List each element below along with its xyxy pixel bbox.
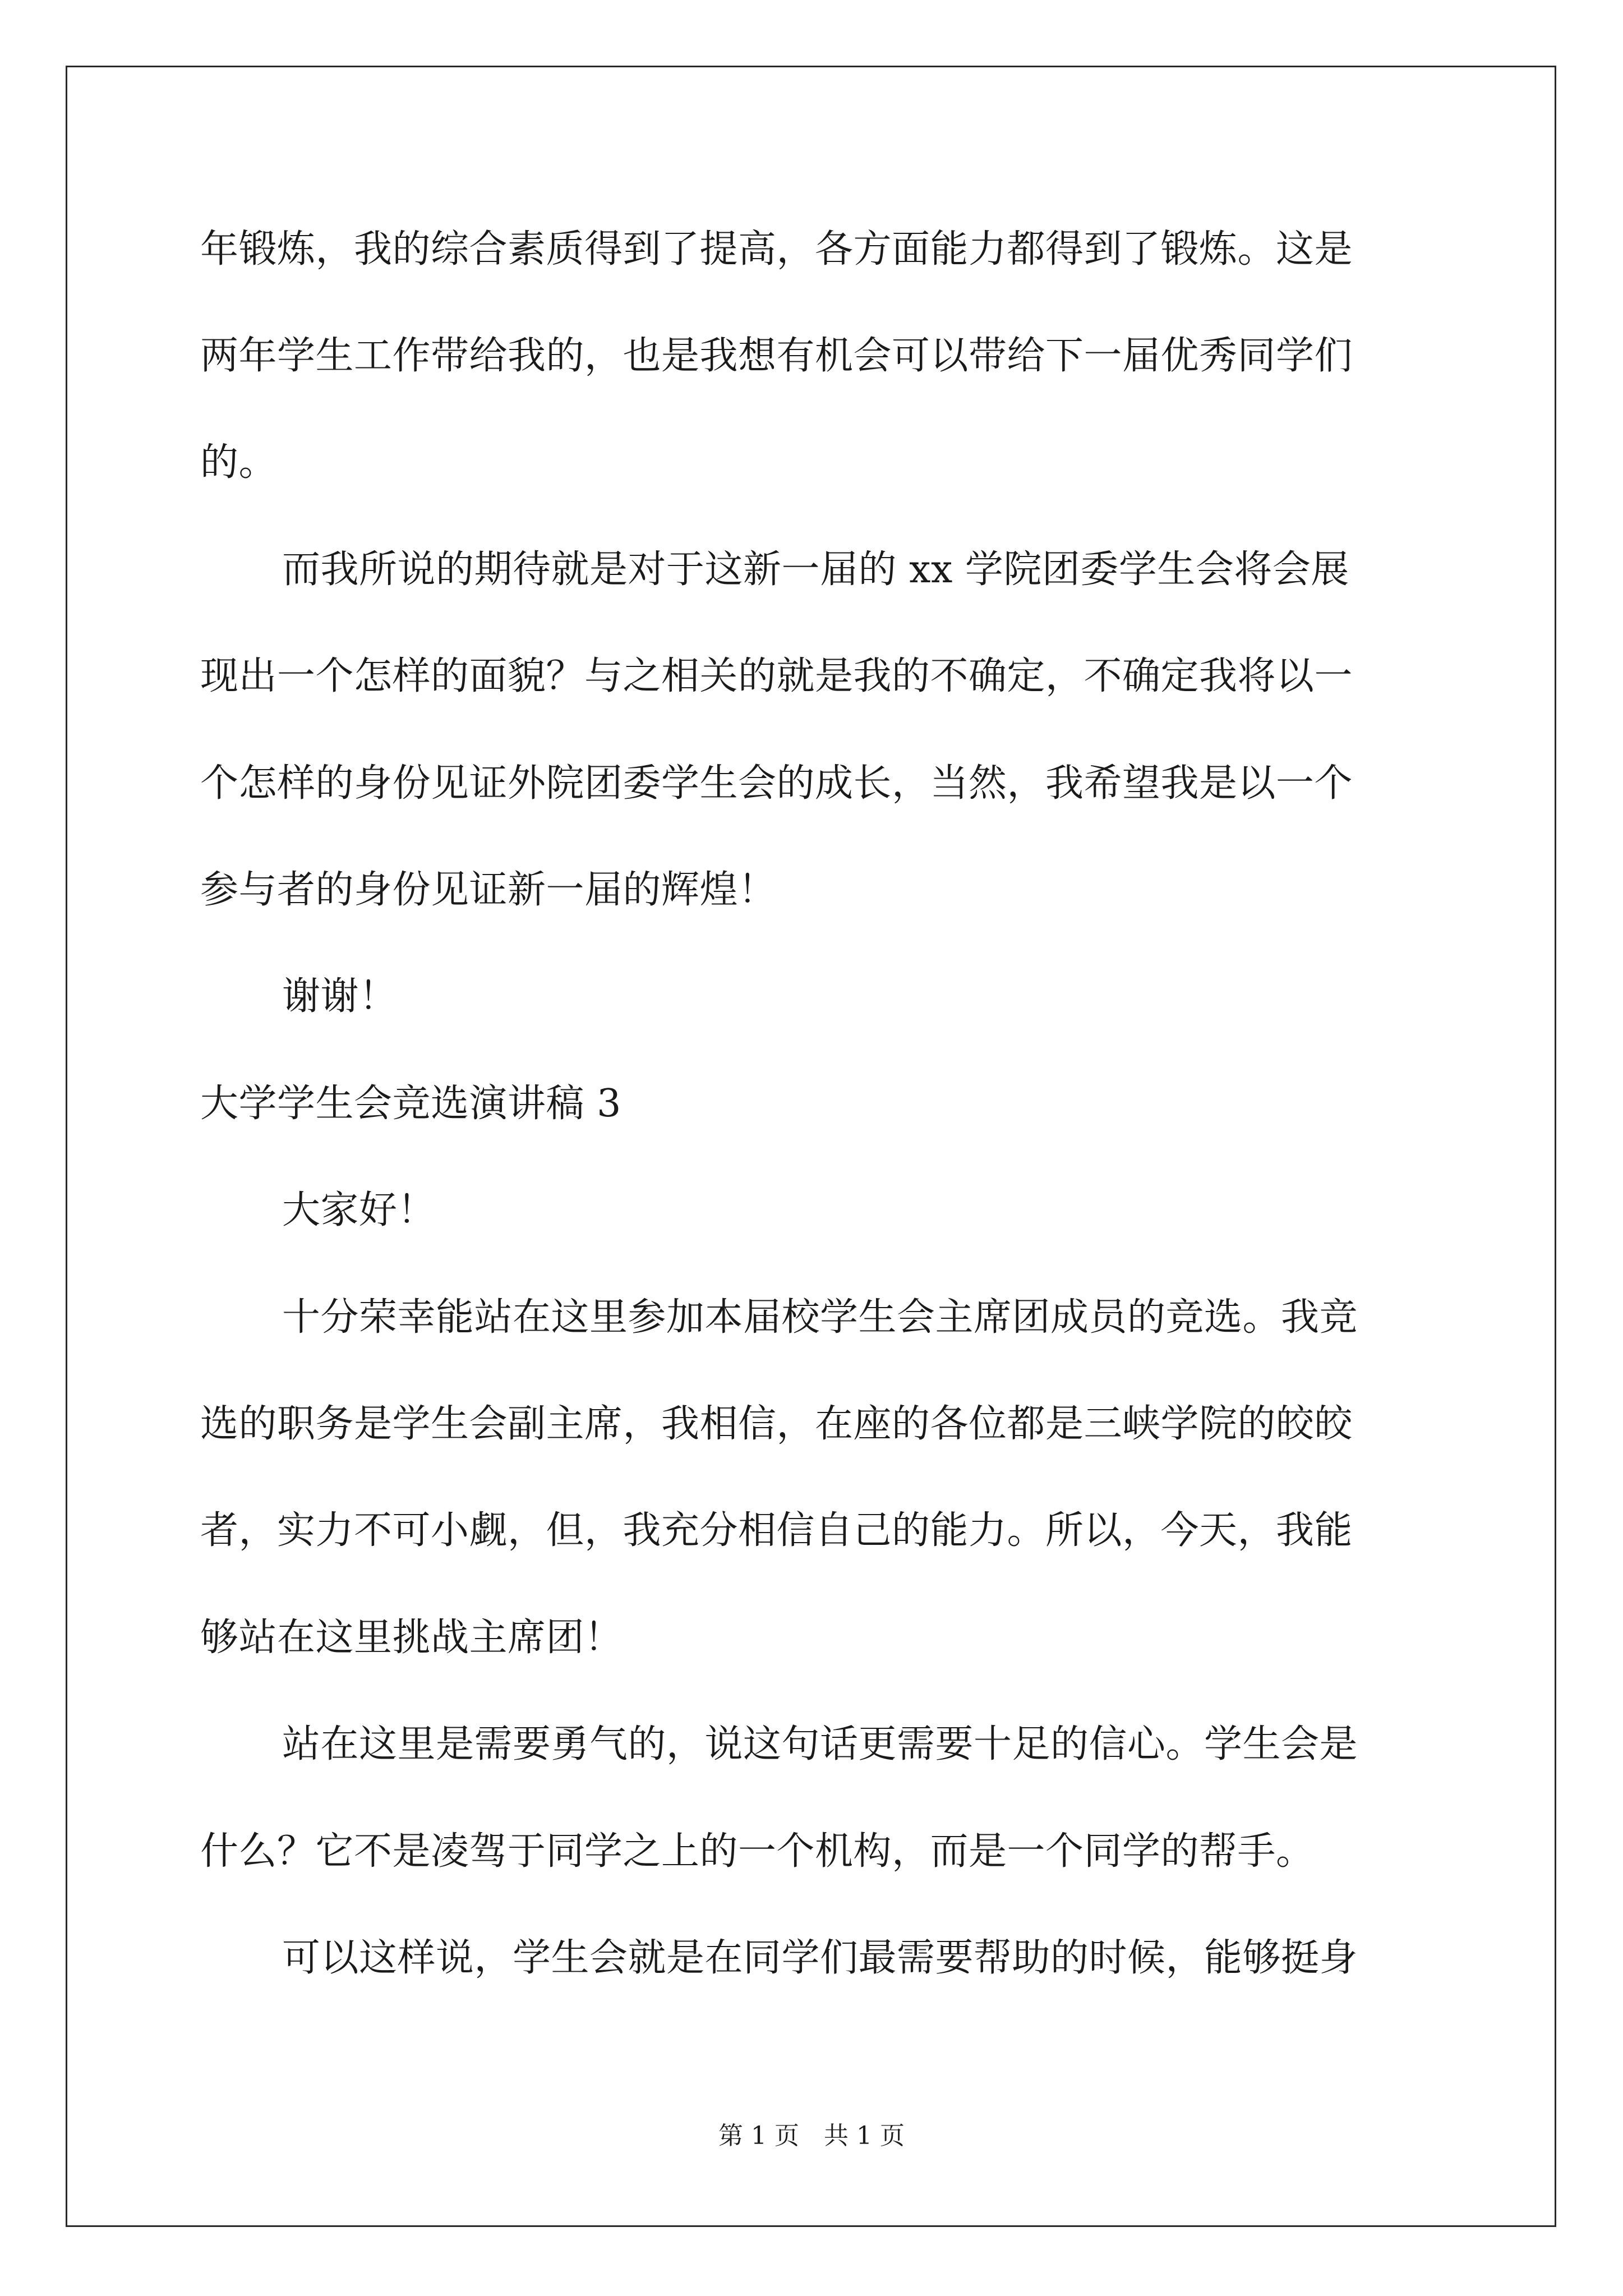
body-line: 的。 [200,440,278,485]
section-heading: 大学学生会竞选演讲稿 3 [200,1082,621,1126]
body-line: 站在这里是需要勇气的，说这句话更需要十足的信心。学生会是 [282,1722,1358,1766]
body-line: 可以这样说，学生会就是在同学们最需要帮助的时候，能够挺身 [282,1936,1358,1980]
body-line: 参与者的身份见证新一届的辉煌！ [200,868,777,912]
body-line: 而我所说的期待就是对于这新一届的 xx 学院团委学生会将会展 [282,547,1349,592]
body-line: 十分荣幸能站在这里参加本届校学生会主席团成员的竞选。我竞 [282,1295,1358,1340]
body-line: 选的职务是学生会副主席，我相信，在座的各位都是三峡学院的皎皎 [200,1402,1353,1446]
body-line: 够站在这里挑战主席团！ [200,1616,623,1660]
body-line: 现出一个怎样的面貌？与之相关的就是我的不确定，不确定我将以一 [200,654,1353,698]
body-line: 两年学生工作带给我的，也是我想有机会可以带给下一届优秀同学们 [200,334,1353,378]
body-line: 大家好！ [282,1188,436,1232]
body-line: 谢谢！ [282,974,398,1019]
body-line: 年锻炼，我的综合素质得到了提高，各方面能力都得到了锻炼。这是 [200,227,1353,272]
page-border [66,66,1556,2227]
body-line: 个怎样的身份见证外院团委学生会的成长，当然，我希望我是以一个 [200,761,1353,806]
page-footer: 第 1 页 共 1 页 [718,2122,905,2150]
body-line: 什么？它不是凌驾于同学之上的一个机构，而是一个同学的帮手。 [200,1829,1315,1874]
body-line: 者，实力不可小觑，但，我充分相信自己的能力。所以，今天，我能 [200,1508,1353,1553]
